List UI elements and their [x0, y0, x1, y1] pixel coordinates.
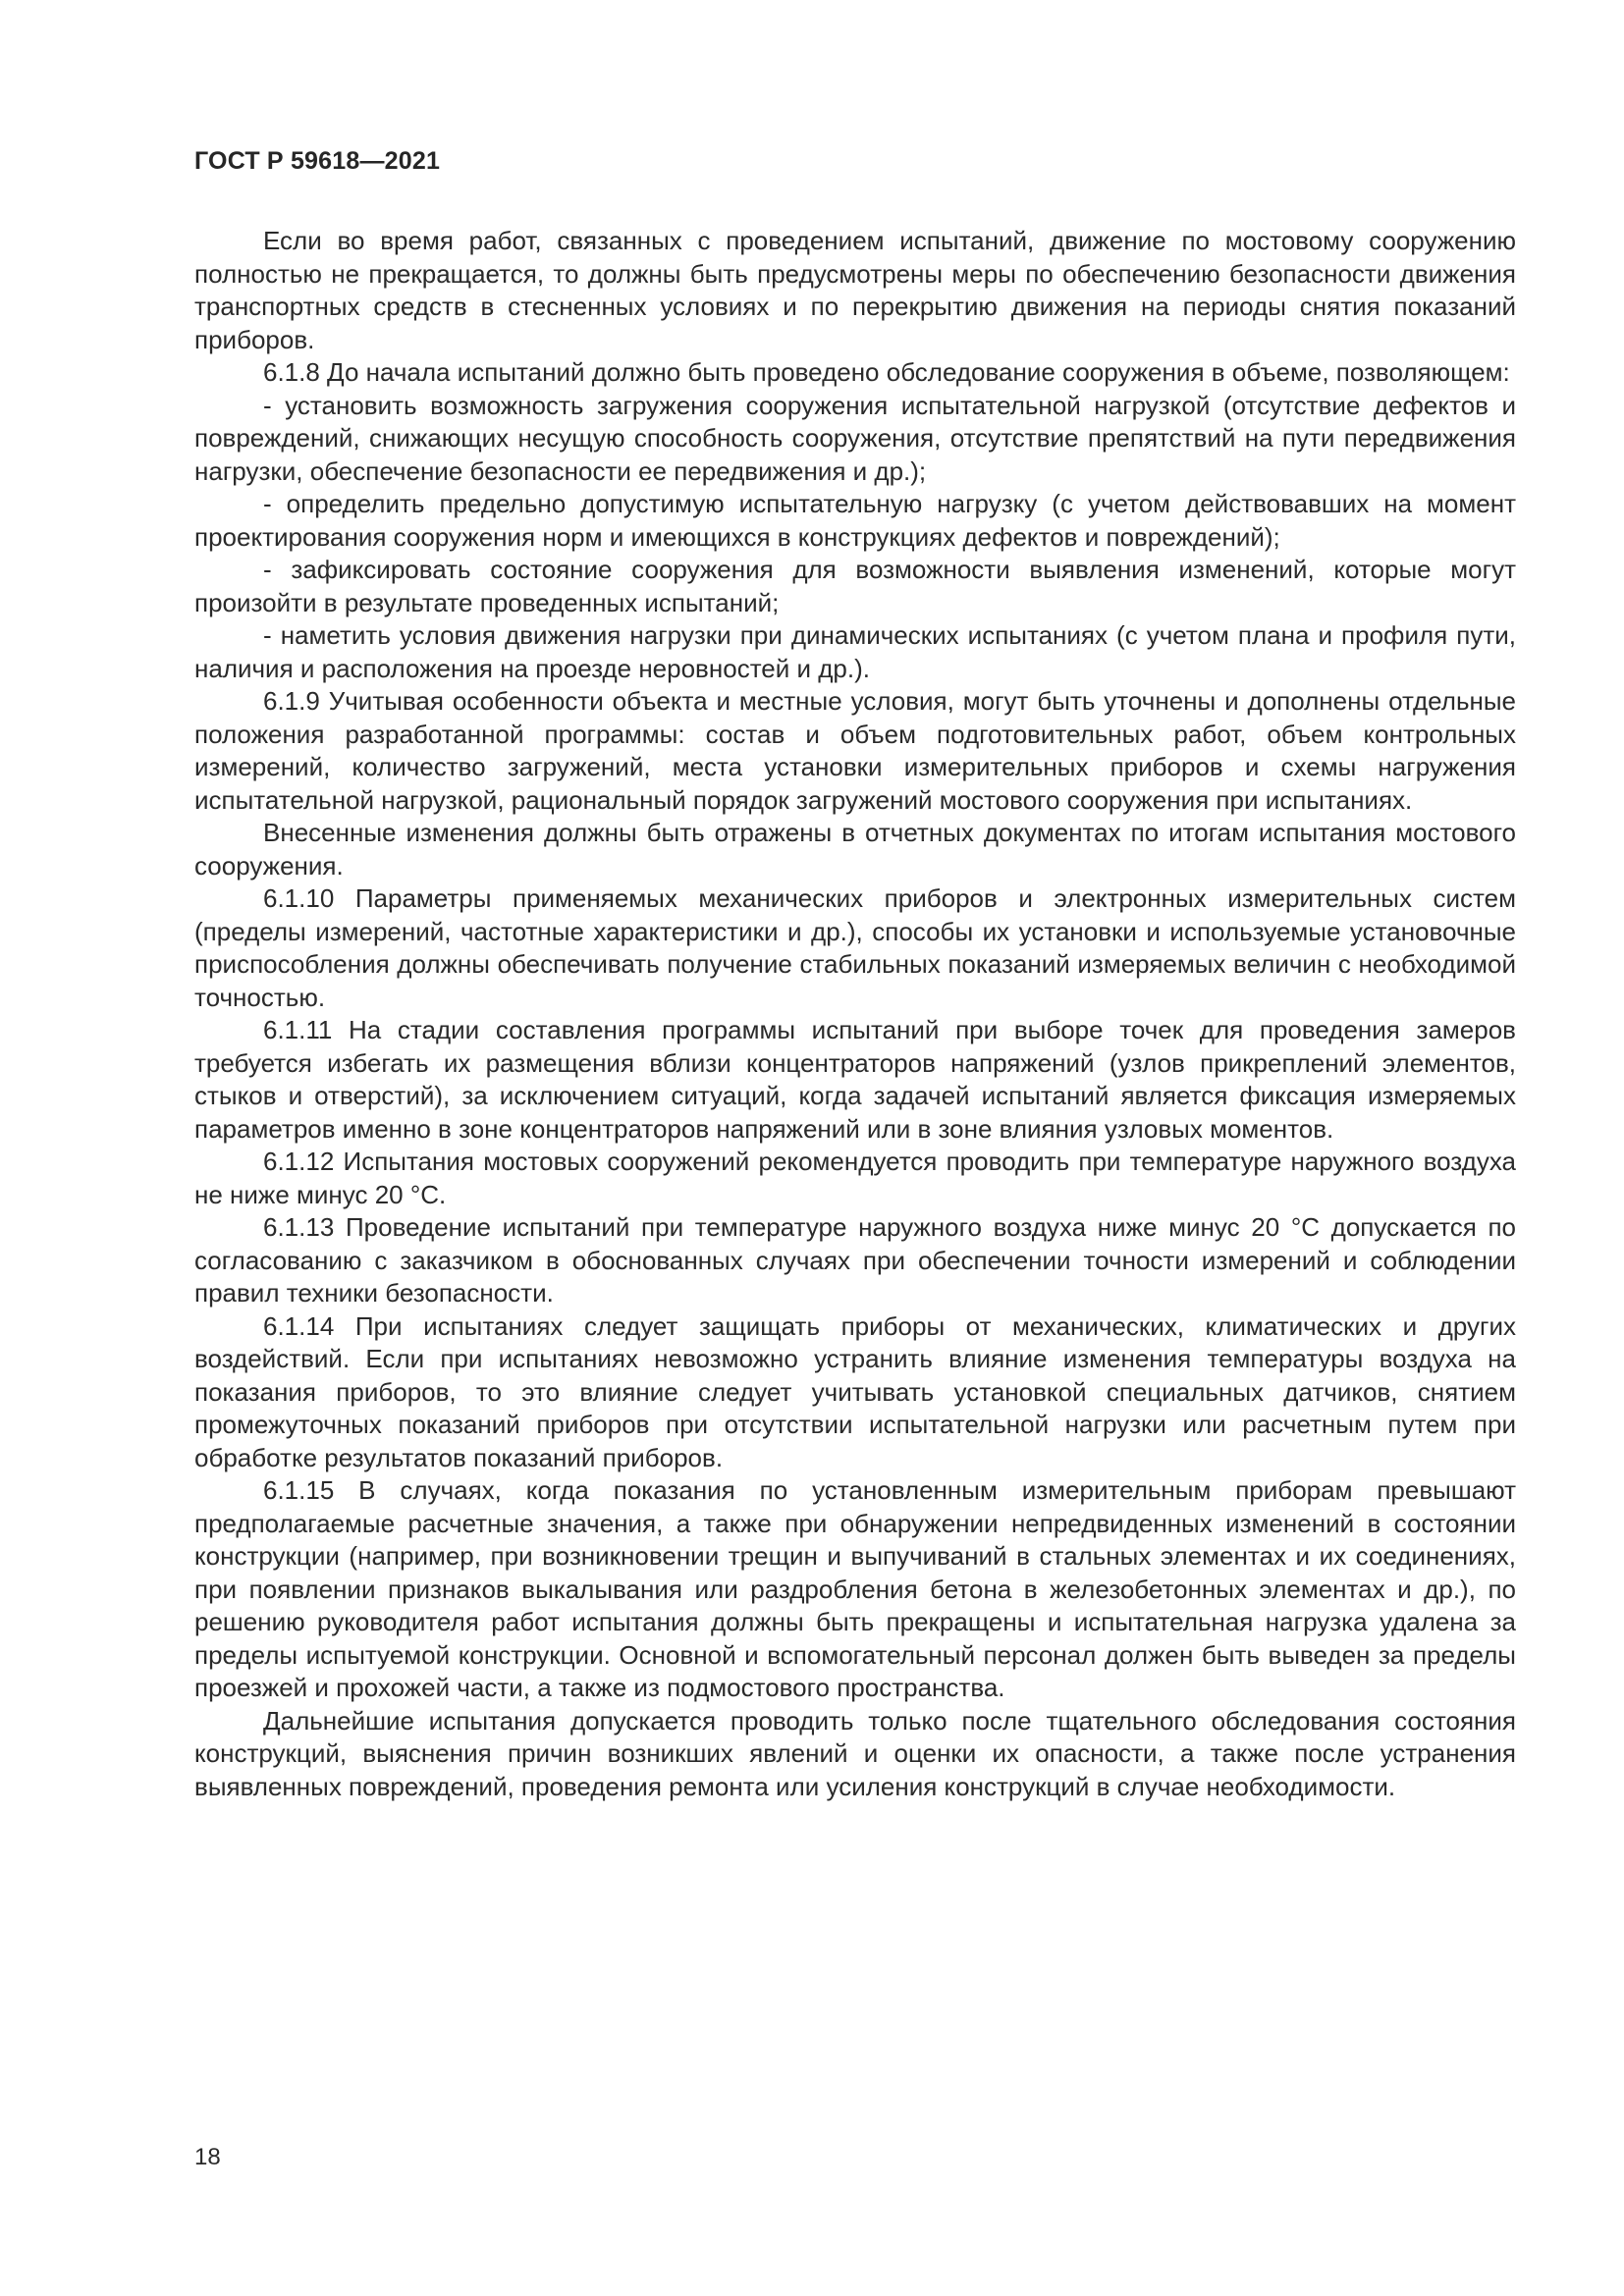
- list-item-max-load: - определить предельно допустимую испытательную нагрузку (с учетом действовавших на момент проектирования сооружения норм и имеющихся в конструкциях дефектов и повреждений);: [194, 489, 1516, 552]
- paragraph-6-1-15: 6.1.15 В случаях, когда показания по установленным измерительным приборам превышают предполагаемые расчетные значения, а также при обнаружении непредвиденных изменений в состоянии конструкции (например, при возникновении трещин и выпучиваний в стальных элементах и их соединениях, при появлении признаков выкалывания или раздробления бетона в железобетонных элементах и др.), по решению руководителя работ испытания должны быть прекращены и испытательная нагрузка удалена за пределы испытуемой конструкции. Основной и вспомогательный персонал должен быть выведен за пределы проезжей и прохожей части, а также из подмостового пространства.: [194, 1475, 1516, 1702]
- paragraph-6-1-10: 6.1.10 Параметры применяемых механических приборов и электронных измерительных систем (пределы измерений, частотные характеристики и др.), способы их установки и используемые установочные приспособления должны обеспечивать получение стабильных показаний измеряемых величин с необходимой точностью.: [194, 883, 1516, 1012]
- paragraph-6-1-11: 6.1.11 На стадии составления программы испытаний при выборе точек для проведения замеров требуется избегать их размещения вблизи концентраторов напряжений (узлов прикреплений элементов, стыков и отверстий), за исключением ситуаций, когда задачей испытаний является фиксация измеряемых параметров именно в зоне концентраторов напряжений или в зоне влияния узловых моментов.: [194, 1015, 1516, 1144]
- document-code-header: ГОСТ Р 59618—2021: [194, 147, 441, 175]
- paragraph-further-tests: Дальнейшие испытания допускается проводить только после тщательного обследования состояния конструкций, выяснения причин возникших явлений и оценки их опасности, а также после устранения выявленных повреждений, проведения ремонта или усиления конструкций в случае необходимости.: [194, 1705, 1516, 1801]
- page-number: 18: [194, 2144, 221, 2170]
- paragraph-6-1-14: 6.1.14 При испытаниях следует защищать приборы от механических, климатических и других воздействий. Если при испытаниях невозможно устранить влияние изменения температуры воздуха на показания приборов, то это влияние следует учитывать установкой специальных датчиков, снятием промежуточных показаний приборов при отсутствии испытательной нагрузки или расчетным путем при обработке результатов показаний приборов.: [194, 1310, 1516, 1472]
- list-item-movement-conditions: - наметить условия движения нагрузки при динамических испытаниях (с учетом плана и профиля пути, наличия и расположения на проезде неровностей и др.).: [194, 620, 1516, 683]
- paragraph-6-1-12: 6.1.12 Испытания мостовых сооружений рекомендуется проводить при температуре наружного воздуха не ниже минус 20 °С.: [194, 1147, 1516, 1209]
- paragraph-changes-reported: Внесенные изменения должны быть отражены в отчетных документах по итогам испытания мостового сооружения.: [194, 818, 1516, 881]
- list-item-load-possibility: - установить возможность загружения сооружения испытательной нагрузкой (отсутствие дефектов и повреждений, снижающих несущую способность сооружения, отсутствие препятствий на пути передвижения нагрузки, обеспечение безопасности ее передвижения и др.);: [194, 390, 1516, 486]
- paragraph-6-1-9: 6.1.9 Учитывая особенности объекта и местные условия, могут быть уточнены и дополнены отдельные положения разработанной программы: состав и объем подготовительных работ, объем контрольных измерений, количество загружений, места установки измерительных приборов и схемы нагружения испытательной нагрузкой, рациональный порядок загружений мостового сооружения при испытаниях.: [194, 686, 1516, 815]
- paragraph-traffic-safety: Если во время работ, связанных с проведением испытаний, движение по мостовому сооружению полностью не прекращается, то должны быть предусмотрены меры по обеспечению безопасности движения транспортных средств в стесненных условиях и по перекрытию движения на периоды снятия показаний приборов.: [194, 226, 1516, 354]
- paragraph-6-1-13: 6.1.13 Проведение испытаний при температуре наружного воздуха ниже минус 20 °С допускается по согласованию с заказчиком в обоснованных случаях при обеспечении точности измерений и соблюдении правил техники безопасности.: [194, 1212, 1516, 1308]
- list-item-record-state: - зафиксировать состояние сооружения для возможности выявления изменений, которые могут произойти в результате проведенных испытаний;: [194, 555, 1516, 617]
- paragraph-6-1-8: 6.1.8 До начала испытаний должно быть проведено обследование сооружения в объеме, позволяющем:: [263, 357, 1510, 387]
- document-body: [194, 225, 1516, 1803]
